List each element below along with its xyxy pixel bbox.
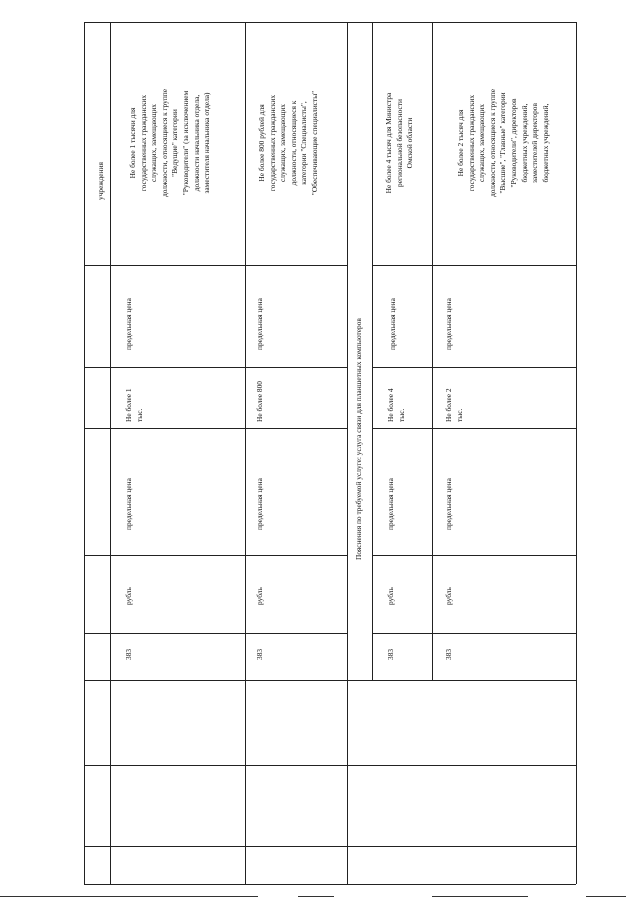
row-1-unit: рубль bbox=[124, 587, 133, 605]
table-rule bbox=[84, 846, 576, 847]
row-1-price-type-b: предельная цена bbox=[124, 478, 133, 530]
section-heading: Пояснения по требуемой услуге: услуга связи для планшетных компьютеров bbox=[354, 318, 363, 560]
row-2-price-type-b: предельная цена bbox=[255, 478, 264, 530]
scan-artifact-line bbox=[298, 896, 334, 897]
row-1-code: 383 bbox=[124, 648, 133, 660]
table-rule bbox=[432, 22, 433, 680]
row-4-unit: рубль bbox=[444, 587, 453, 605]
table-rule bbox=[372, 428, 576, 429]
row-1-price-type-a: предельная цена bbox=[124, 298, 133, 350]
row-4-amount: Не более 2 тыс. bbox=[444, 388, 464, 422]
table-rule bbox=[372, 555, 576, 556]
table-rule bbox=[84, 428, 347, 429]
scan-artifact-line bbox=[432, 896, 528, 897]
row-3-unit: рубль bbox=[386, 587, 395, 605]
table-rule bbox=[245, 22, 246, 884]
row-2-unit: рубль bbox=[255, 587, 264, 605]
table-rule bbox=[84, 367, 347, 368]
header-cell-text: учреждения bbox=[96, 162, 105, 200]
row-1-amount: Не более 1 тыс. bbox=[124, 388, 144, 422]
row-4-price-type-b: предельная цена bbox=[444, 478, 453, 530]
row-4-price-type-a: предельная цена bbox=[444, 298, 453, 350]
row-2-limit: Не более 800 рублей для государственных гражданских служащих, замещающих должности, относящиеся к категории "Специалисты", "Обеспечивающие специалисты" bbox=[257, 90, 319, 196]
row-2-amount: Не более 800 bbox=[255, 380, 264, 422]
table-rule bbox=[84, 22, 85, 884]
row-2-code: 383 bbox=[255, 648, 264, 660]
row-3-limit: Не более 4 тысяч для Министра региональной безопасности Омской области bbox=[384, 92, 415, 194]
table-rule bbox=[372, 367, 576, 368]
row-3-amount: Не более 4 тыс. bbox=[386, 388, 406, 422]
table-rule bbox=[84, 680, 576, 681]
scan-artifact-line bbox=[586, 896, 626, 897]
table-rule bbox=[84, 765, 576, 766]
table-rule bbox=[576, 22, 577, 884]
row-4-limit: Не более 2 тысяч для государственных гражданских служащих, замещающих должности, относящиеся к группе "Высшие", "Главные" категории "Руководители", директоров бюджетных учреждений, заместителей директоров бюджетных учреждений, bbox=[456, 88, 550, 198]
table-rule bbox=[84, 265, 347, 266]
table-rule bbox=[372, 265, 576, 266]
table-rule bbox=[84, 884, 576, 885]
row-3-price-type-b: предельная цена bbox=[386, 478, 395, 530]
scan-artifact-line bbox=[0, 896, 258, 897]
table-rule bbox=[84, 22, 576, 23]
row-1-limit: Не более 1 тысячи для государственных гражданских служащих, замещающих должности, относящиеся к группе "Ведущие" категории "Руководители" (за исключением должности начальника отдела, заместителя начальника отдела) bbox=[128, 88, 212, 198]
table-rule bbox=[372, 633, 576, 634]
table-rule bbox=[84, 633, 347, 634]
row-3-price-type-a: предельная цена bbox=[388, 298, 397, 350]
row-4-code: 383 bbox=[444, 648, 453, 660]
row-3-code: 383 bbox=[386, 648, 395, 660]
table-rule bbox=[372, 22, 373, 680]
table-rule bbox=[347, 22, 348, 884]
row-2-price-type-a: предельная цена bbox=[255, 298, 264, 350]
table-rule bbox=[110, 22, 111, 884]
table-rule bbox=[84, 555, 347, 556]
